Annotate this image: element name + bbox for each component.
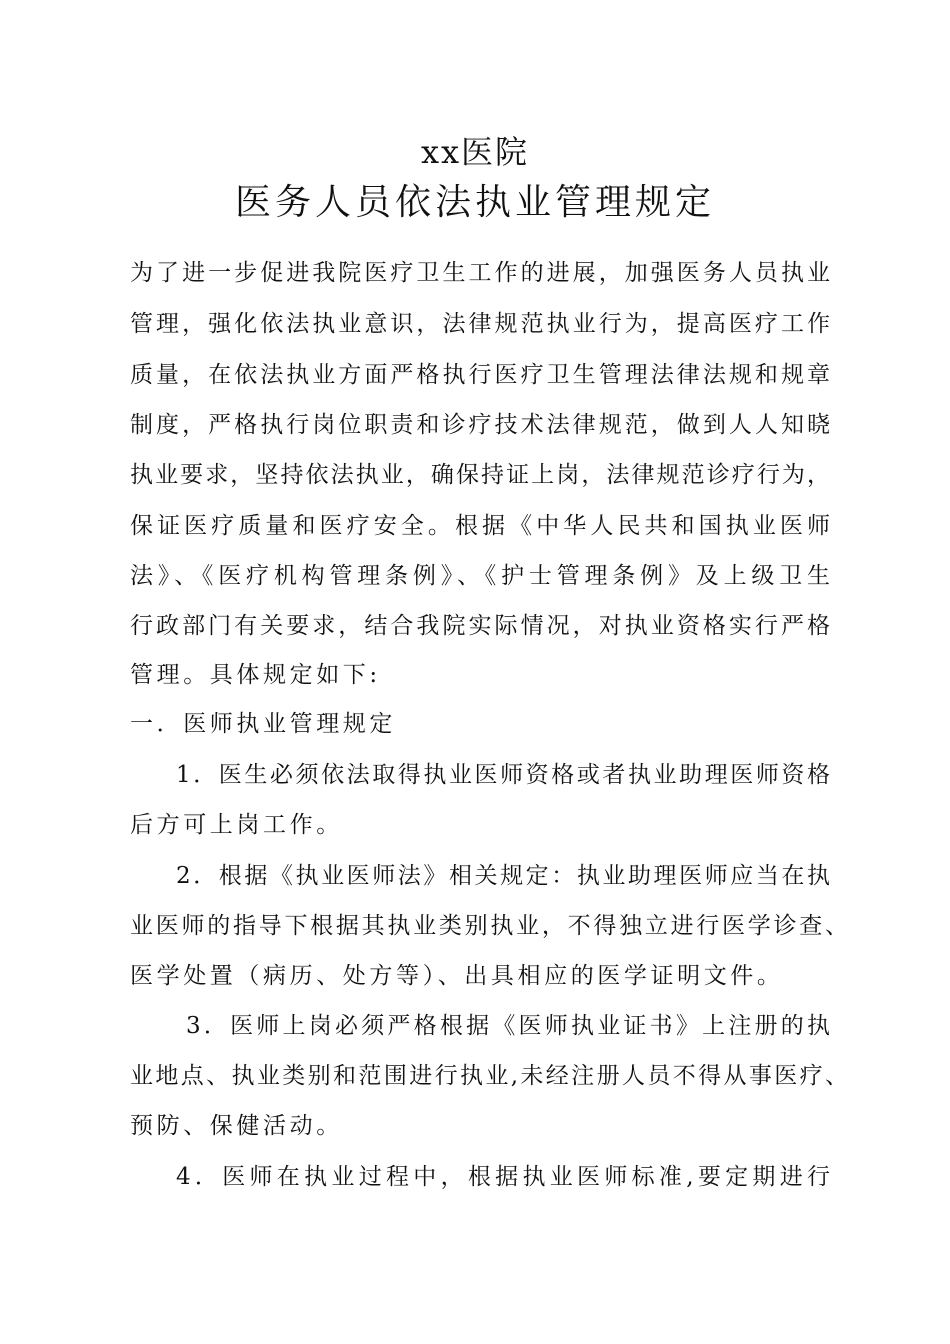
intro-line: 执业要求，坚持依法执业，确保持证上岗，法律规范诊疗行为， (130, 462, 830, 488)
item-line: 2．根据《执业医师法》相关规定：执业助理医师应当在执 (176, 863, 830, 889)
item-line: 业医师的指导下根据其执业类别执业，不得独立进行医学诊查、 (130, 913, 848, 939)
section-heading: 一．医师执业管理规定 (130, 711, 396, 737)
intro-line: 法》、《医疗机构管理条例》、《护士管理条例》及上级卫生 (130, 563, 830, 589)
item-line: 后方可上岗工作。 (130, 812, 343, 838)
hospital-title: xx医院 (420, 133, 530, 171)
intro-line: 保证医疗质量和医疗安全。根据《中华人民共和国执业医师 (130, 513, 830, 539)
document-title: 医务人员依法执业管理规定 (234, 182, 715, 223)
item-line: 4．医师在执业过程中，根据执业医师标准,要定期进行 (176, 1164, 830, 1190)
item-line: 3．医师上岗必须严格根据《医师执业证书》上注册的执 (186, 1013, 830, 1039)
item-line: 预防、保健活动。 (130, 1113, 343, 1139)
intro-line: 质量，在依法执业方面严格执行医疗卫生管理法律法规和规章 (130, 362, 830, 388)
intro-line: 制度，严格执行岗位职责和诊疗技术法律规范，做到人人知晓 (130, 412, 830, 438)
intro-line: 管理，强化依法执业意识，法律规范执业行为，提高医疗工作 (130, 311, 830, 337)
intro-line: 为了进一步促进我院医疗卫生工作的进展，加强医务人员执业 (130, 260, 830, 286)
intro-line: 管理。具体规定如下: (130, 662, 381, 688)
item-line: 医学处置（病历、处方等）、出具相应的医学证明文件。 (130, 963, 784, 989)
item-line: 1．医生必须依法取得执业医师资格或者执业助理医师资格 (176, 762, 830, 788)
item-line: 业地点、执业类别和范围进行执业,未经注册人员不得从事医疗、 (130, 1063, 848, 1089)
intro-line: 行政部门有关要求，结合我院实际情况，对执业资格实行严格 (130, 613, 830, 639)
